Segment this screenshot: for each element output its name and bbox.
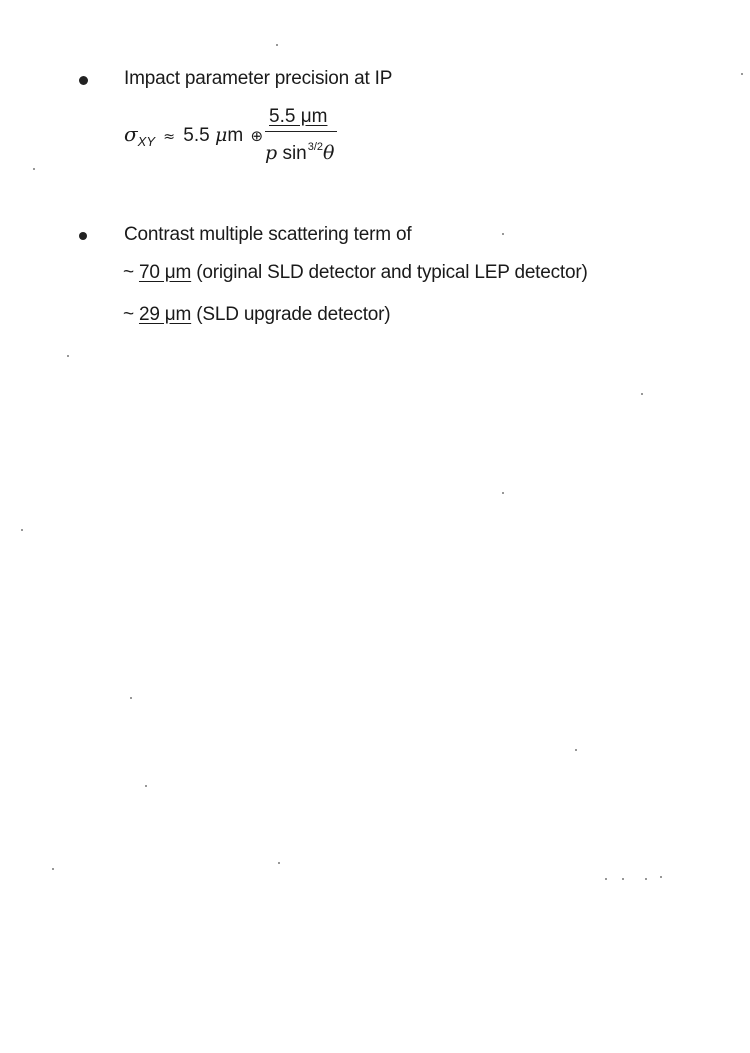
- formula-constant: 5.5: [183, 125, 210, 146]
- scan-speck: [660, 876, 662, 878]
- fraction-numerator: 5.5 μm: [269, 106, 328, 127]
- scan-speck: [130, 697, 132, 699]
- heading-impact-parameter: Impact parameter precision at IP: [124, 68, 393, 89]
- formula-lhs: [124, 122, 263, 147]
- scan-speck: [502, 492, 504, 494]
- scan-speck: [33, 168, 35, 170]
- line-prefix: ~: [123, 262, 139, 283]
- scan-speck: [52, 868, 54, 870]
- scan-speck: [575, 749, 577, 751]
- line-prefix: ~: [123, 304, 139, 325]
- scattering-value: 29 μm: [138, 304, 192, 325]
- fraction-bar: [265, 131, 337, 132]
- formula-sigma: σ: [124, 122, 138, 146]
- formula-fraction: [265, 106, 337, 170]
- scan-speck: [641, 393, 643, 395]
- scan-speck: [21, 529, 23, 531]
- denominator-p: p: [265, 142, 278, 164]
- scattering-description: (original SLD detector and typical LEP detector): [191, 262, 588, 283]
- scan-speck: [276, 44, 278, 46]
- scan-speck: [67, 355, 69, 357]
- scattering-line-original: [123, 262, 588, 284]
- bullet-icon: [79, 232, 87, 240]
- denominator-exponent: 3/2: [307, 141, 324, 153]
- denominator-theta: θ: [323, 142, 335, 164]
- scattering-description: (SLD upgrade detector): [191, 304, 391, 325]
- scan-speck: [741, 73, 743, 75]
- fraction-denominator: [265, 142, 335, 165]
- formula-unit: m: [227, 125, 244, 146]
- scattering-line-upgrade: [123, 304, 390, 326]
- formula-subscript: XY: [137, 134, 155, 149]
- scan-speck: [145, 785, 147, 787]
- heading-multiple-scattering: Contrast multiple scattering term of: [124, 224, 412, 245]
- denominator-sin: sin: [277, 143, 307, 164]
- scan-speck: [622, 878, 624, 880]
- formula-approx-sign: ≈: [163, 129, 176, 145]
- impact-parameter-formula: [124, 106, 364, 176]
- scan-speck: [278, 862, 280, 864]
- bullet-icon: [79, 76, 88, 85]
- scan-speck: [502, 233, 504, 235]
- formula-mu: μ: [215, 124, 228, 146]
- formula-oplus: ⊕: [250, 127, 264, 145]
- scan-speck: [645, 878, 647, 880]
- scattering-value: 70 μm: [138, 262, 192, 283]
- scan-speck: [605, 878, 607, 880]
